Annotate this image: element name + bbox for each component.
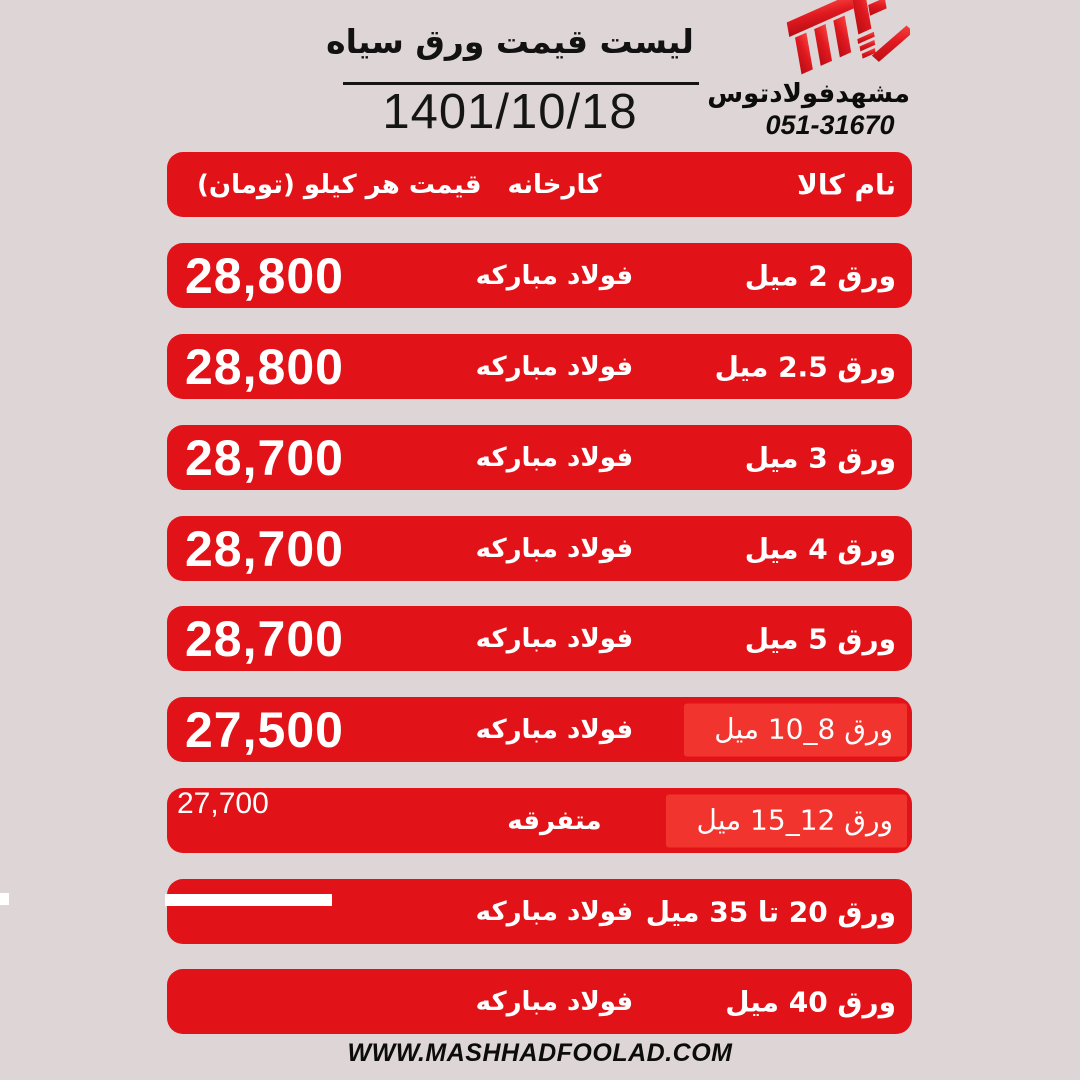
factory-name: فولاد مبارکه <box>475 714 634 745</box>
price-value: 27,700 <box>177 787 269 820</box>
table-row <box>167 334 912 399</box>
column-header-factory: کارخانه <box>507 169 602 200</box>
product-name: ورق 5 میل <box>744 622 896 655</box>
price-value: 28,700 <box>185 610 344 667</box>
price-value: 28,800 <box>185 338 344 395</box>
table-row <box>167 788 912 853</box>
factory-name: فولاد مبارکه <box>475 260 634 291</box>
table-row <box>167 425 912 490</box>
price-value: 28,700 <box>185 429 344 486</box>
factory-name: فولاد مبارکه <box>475 623 634 654</box>
column-header-product: نام کالا <box>797 168 896 201</box>
price-value: 28,800 <box>185 247 344 304</box>
price-value: 27,500 <box>185 701 344 758</box>
table-row <box>167 969 912 1034</box>
table-row <box>167 606 912 671</box>
mf-steel-logo-icon <box>754 0 910 82</box>
factory-name: فولاد مبارکه <box>475 442 634 473</box>
product-name: ورق 3 میل <box>744 441 896 474</box>
factory-name: فولاد مبارکه <box>475 351 634 382</box>
product-name: ورق 2 میل <box>744 259 896 292</box>
factory-name: فولاد مبارکه <box>475 986 634 1017</box>
factory-name: فولاد مبارکه <box>475 533 634 564</box>
table-row <box>167 697 912 762</box>
column-header-price: قیمت هر کیلو (تومان) <box>197 169 482 200</box>
price-value: 28,700 <box>185 520 344 577</box>
table-row <box>167 243 912 308</box>
table-row <box>167 879 912 944</box>
product-name: ورق 2.5 میل <box>714 350 896 383</box>
blanked-price-line <box>165 894 332 906</box>
factory-name: متفرقه <box>507 805 602 836</box>
table-row <box>167 516 912 581</box>
table-header-row <box>167 152 912 217</box>
price-list-date: 1401/10/18 <box>382 85 638 139</box>
website-url: WWW.MASHHADFOOLAD.COM <box>347 1039 733 1067</box>
product-name: ورق 20 تا 35 میل <box>645 895 896 928</box>
product-name: ورق 12_15 میل <box>666 794 907 847</box>
phone-number: 051-31670 <box>765 110 895 140</box>
product-name: ورق 40 میل <box>725 985 896 1018</box>
product-name: ورق 4 میل <box>744 532 896 565</box>
factory-name: فولاد مبارکه <box>475 896 634 927</box>
left-edge-white-dash <box>0 893 9 905</box>
page-title: لیست قیمت ورق سیاه <box>326 22 694 61</box>
company-name: مشهدفولادتوس <box>707 79 910 109</box>
product-name: ورق 8_10 میل <box>684 703 907 756</box>
